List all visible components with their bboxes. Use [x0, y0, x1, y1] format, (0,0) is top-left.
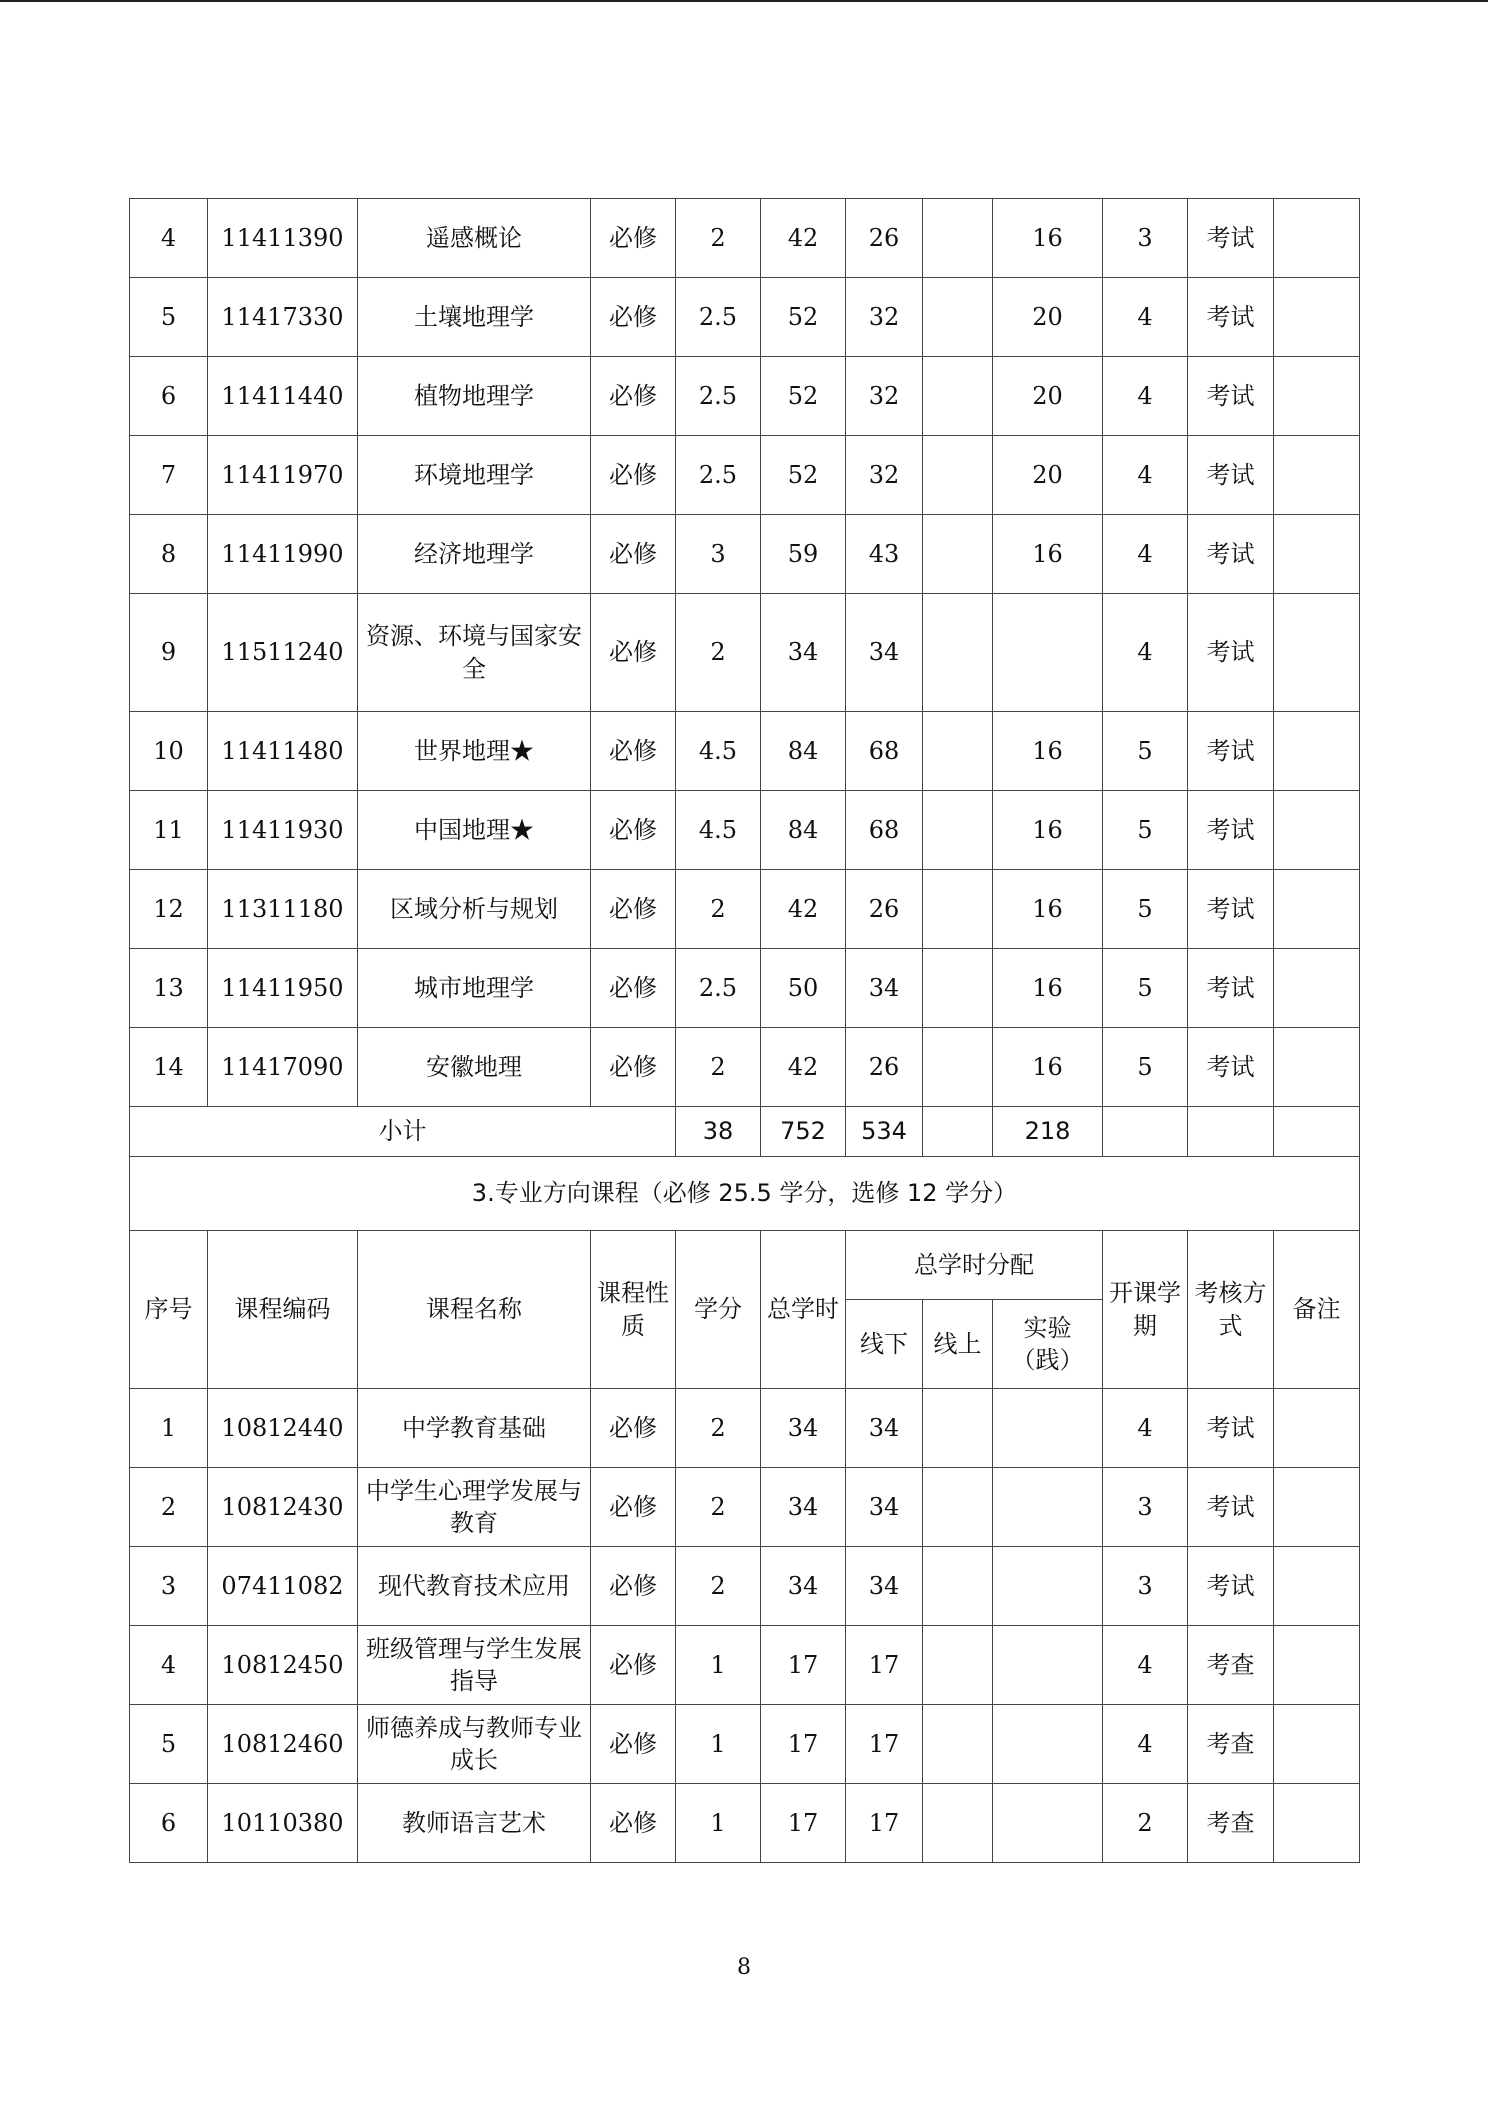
cell-lab: 20: [993, 436, 1103, 515]
cell-lab: [993, 594, 1103, 712]
cell-type: 必修: [591, 278, 676, 357]
cell-note: [1274, 1389, 1360, 1468]
course-table: [129, 198, 1360, 1863]
cell-type: 必修: [591, 1626, 676, 1705]
cell-online: [923, 712, 993, 791]
cell-name: 中学生心理学发展与教育: [358, 1468, 591, 1547]
cell-assess: 考试: [1188, 712, 1274, 791]
cell-lab: [993, 1389, 1103, 1468]
cell-term: 4: [1103, 436, 1188, 515]
cell-type: 必修: [591, 1468, 676, 1547]
subtotal-note: [1274, 1107, 1360, 1157]
cell-online: [923, 278, 993, 357]
subtotal-hours: 752: [761, 1107, 846, 1157]
cell-offline: 34: [846, 949, 923, 1028]
cell-hours: 42: [761, 870, 846, 949]
subtotal-row: [130, 1107, 1360, 1157]
cell-type: 必修: [591, 515, 676, 594]
cell-assess: 考试: [1188, 1468, 1274, 1547]
table-row: [130, 1705, 1360, 1784]
cell-online: [923, 949, 993, 1028]
cell-term: 3: [1103, 1547, 1188, 1626]
cell-type: 必修: [591, 1784, 676, 1863]
cell-name: 师德养成与教师专业成长: [358, 1705, 591, 1784]
cell-note: [1274, 199, 1360, 278]
cell-offline: 68: [846, 791, 923, 870]
cell-hours: 50: [761, 949, 846, 1028]
cell-offline: 34: [846, 1389, 923, 1468]
cell-offline: 43: [846, 515, 923, 594]
subtotal-label: 小计: [130, 1107, 676, 1157]
cell-term: 5: [1103, 791, 1188, 870]
cell-credit: 2: [676, 199, 761, 278]
cell-note: [1274, 278, 1360, 357]
section-title: 3.专业方向课程（必修 25.5 学分，选修 12 学分）: [130, 1157, 1360, 1231]
table-row: [130, 594, 1360, 712]
cell-hours: 42: [761, 1028, 846, 1107]
cell-no: 13: [130, 949, 208, 1028]
cell-note: [1274, 1547, 1360, 1626]
cell-term: 4: [1103, 278, 1188, 357]
cell-no: 4: [130, 199, 208, 278]
table-row: [130, 1547, 1360, 1626]
cell-note: [1274, 1626, 1360, 1705]
cell-code: 11417330: [208, 278, 358, 357]
cell-credit: 4.5: [676, 791, 761, 870]
cell-credit: 1: [676, 1784, 761, 1863]
cell-no: 9: [130, 594, 208, 712]
cell-online: [923, 515, 993, 594]
table-row: [130, 1028, 1360, 1107]
cell-note: [1274, 436, 1360, 515]
header-no: 序号: [130, 1231, 208, 1389]
cell-hours: 52: [761, 278, 846, 357]
cell-type: 必修: [591, 791, 676, 870]
cell-online: [923, 1626, 993, 1705]
cell-offline: 34: [846, 1468, 923, 1547]
cell-offline: 26: [846, 1028, 923, 1107]
cell-hours: 34: [761, 594, 846, 712]
header-note: 备注: [1274, 1231, 1360, 1389]
cell-name: 安徽地理: [358, 1028, 591, 1107]
cell-type: 必修: [591, 436, 676, 515]
cell-note: [1274, 357, 1360, 436]
subtotal-online: [923, 1107, 993, 1157]
table-row: [130, 1468, 1360, 1547]
cell-name: 世界地理★: [358, 712, 591, 791]
cell-no: 11: [130, 791, 208, 870]
cell-credit: 2: [676, 1028, 761, 1107]
cell-no: 12: [130, 870, 208, 949]
cell-code: 11417090: [208, 1028, 358, 1107]
cell-online: [923, 357, 993, 436]
cell-hours: 84: [761, 712, 846, 791]
cell-credit: 2.5: [676, 949, 761, 1028]
cell-no: 8: [130, 515, 208, 594]
cell-assess: 考试: [1188, 515, 1274, 594]
table-row: [130, 436, 1360, 515]
cell-credit: 2: [676, 1389, 761, 1468]
table-row: [130, 357, 1360, 436]
table-row: [130, 791, 1360, 870]
cell-code: 07411082: [208, 1547, 358, 1626]
cell-assess: 考查: [1188, 1705, 1274, 1784]
cell-assess: 考试: [1188, 278, 1274, 357]
table-row: [130, 515, 1360, 594]
cell-online: [923, 1784, 993, 1863]
subtotal-offline: 534: [846, 1107, 923, 1157]
top-border-line: [0, 0, 1488, 2]
cell-type: 必修: [591, 199, 676, 278]
cell-hours: 17: [761, 1705, 846, 1784]
cell-type: 必修: [591, 949, 676, 1028]
cell-code: 11411390: [208, 199, 358, 278]
cell-no: 5: [130, 278, 208, 357]
subtotal-assess: [1188, 1107, 1274, 1157]
cell-code: 10812430: [208, 1468, 358, 1547]
cell-lab: 16: [993, 515, 1103, 594]
cell-code: 11411440: [208, 357, 358, 436]
cell-term: 5: [1103, 712, 1188, 791]
cell-lab: 20: [993, 357, 1103, 436]
cell-assess: 考试: [1188, 870, 1274, 949]
header-assess: 考核方式: [1188, 1231, 1274, 1389]
cell-offline: 68: [846, 712, 923, 791]
cell-name: 资源、环境与国家安全: [358, 594, 591, 712]
header-row: [130, 1231, 1360, 1300]
header-lab: 实验（践）: [993, 1300, 1103, 1389]
table-row: [130, 1626, 1360, 1705]
cell-note: [1274, 870, 1360, 949]
cell-term: 4: [1103, 1626, 1188, 1705]
cell-term: 4: [1103, 1705, 1188, 1784]
cell-name: 经济地理学: [358, 515, 591, 594]
cell-name: 区域分析与规划: [358, 870, 591, 949]
cell-offline: 32: [846, 436, 923, 515]
cell-offline: 34: [846, 1547, 923, 1626]
cell-note: [1274, 1028, 1360, 1107]
cell-hours: 17: [761, 1784, 846, 1863]
cell-code: 11411950: [208, 949, 358, 1028]
table-row: [130, 1389, 1360, 1468]
section-title-row: [130, 1157, 1360, 1231]
cell-assess: 考试: [1188, 357, 1274, 436]
cell-name: 环境地理学: [358, 436, 591, 515]
cell-hours: 84: [761, 791, 846, 870]
cell-online: [923, 791, 993, 870]
cell-credit: 2: [676, 870, 761, 949]
cell-offline: 17: [846, 1784, 923, 1863]
cell-lab: [993, 1705, 1103, 1784]
cell-no: 6: [130, 1784, 208, 1863]
table-row: [130, 712, 1360, 791]
cell-credit: 3: [676, 515, 761, 594]
header-hours-distribution: 总学时分配: [846, 1231, 1103, 1300]
cell-assess: 考试: [1188, 949, 1274, 1028]
cell-credit: 2.5: [676, 278, 761, 357]
cell-type: 必修: [591, 1705, 676, 1784]
cell-hours: 59: [761, 515, 846, 594]
cell-term: 4: [1103, 515, 1188, 594]
cell-lab: [993, 1468, 1103, 1547]
cell-hours: 17: [761, 1626, 846, 1705]
cell-lab: 16: [993, 199, 1103, 278]
cell-name: 土壤地理学: [358, 278, 591, 357]
cell-credit: 2: [676, 594, 761, 712]
cell-credit: 2.5: [676, 436, 761, 515]
cell-name: 城市地理学: [358, 949, 591, 1028]
cell-code: 11511240: [208, 594, 358, 712]
cell-lab: [993, 1547, 1103, 1626]
cell-note: [1274, 515, 1360, 594]
header-hours: 总学时: [761, 1231, 846, 1389]
cell-no: 2: [130, 1468, 208, 1547]
cell-offline: 17: [846, 1626, 923, 1705]
subtotal-lab: 218: [993, 1107, 1103, 1157]
cell-credit: 2.5: [676, 357, 761, 436]
cell-lab: 20: [993, 278, 1103, 357]
cell-no: 7: [130, 436, 208, 515]
cell-no: 3: [130, 1547, 208, 1626]
cell-name: 中学教育基础: [358, 1389, 591, 1468]
cell-name: 中国地理★: [358, 791, 591, 870]
cell-online: [923, 1547, 993, 1626]
course-rows-top: [130, 199, 1360, 1863]
cell-hours: 52: [761, 436, 846, 515]
cell-offline: 26: [846, 870, 923, 949]
cell-lab: [993, 1784, 1103, 1863]
cell-type: 必修: [591, 1547, 676, 1626]
subtotal-term: [1103, 1107, 1188, 1157]
cell-online: [923, 1389, 993, 1468]
cell-term: 3: [1103, 1468, 1188, 1547]
cell-note: [1274, 1468, 1360, 1547]
cell-term: 5: [1103, 949, 1188, 1028]
cell-assess: 考查: [1188, 1784, 1274, 1863]
cell-credit: 4.5: [676, 712, 761, 791]
cell-code: 11411990: [208, 515, 358, 594]
cell-code: 10812460: [208, 1705, 358, 1784]
cell-code: 10812440: [208, 1389, 358, 1468]
cell-offline: 32: [846, 357, 923, 436]
cell-no: 14: [130, 1028, 208, 1107]
cell-code: 11411930: [208, 791, 358, 870]
header-online: 线上: [923, 1300, 993, 1389]
cell-hours: 34: [761, 1468, 846, 1547]
cell-term: 4: [1103, 594, 1188, 712]
cell-no: 10: [130, 712, 208, 791]
cell-code: 11311180: [208, 870, 358, 949]
cell-term: 5: [1103, 870, 1188, 949]
cell-note: [1274, 1784, 1360, 1863]
cell-note: [1274, 791, 1360, 870]
cell-online: [923, 436, 993, 515]
cell-lab: 16: [993, 791, 1103, 870]
cell-hours: 52: [761, 357, 846, 436]
cell-online: [923, 594, 993, 712]
cell-note: [1274, 1705, 1360, 1784]
table-row: [130, 199, 1360, 278]
cell-note: [1274, 594, 1360, 712]
cell-lab: [993, 1626, 1103, 1705]
cell-assess: 考试: [1188, 1389, 1274, 1468]
cell-term: 3: [1103, 199, 1188, 278]
cell-term: 2: [1103, 1784, 1188, 1863]
table-row: [130, 949, 1360, 1028]
cell-code: 11411970: [208, 436, 358, 515]
cell-credit: 2: [676, 1547, 761, 1626]
cell-no: 4: [130, 1626, 208, 1705]
cell-online: [923, 1028, 993, 1107]
cell-assess: 考试: [1188, 1028, 1274, 1107]
cell-term: 4: [1103, 357, 1188, 436]
cell-assess: 考试: [1188, 791, 1274, 870]
cell-type: 必修: [591, 357, 676, 436]
table-row: [130, 870, 1360, 949]
cell-assess: 考试: [1188, 436, 1274, 515]
cell-offline: 17: [846, 1705, 923, 1784]
cell-lab: 16: [993, 949, 1103, 1028]
cell-online: [923, 1705, 993, 1784]
cell-lab: 16: [993, 712, 1103, 791]
cell-offline: 34: [846, 594, 923, 712]
cell-hours: 34: [761, 1389, 846, 1468]
cell-credit: 1: [676, 1626, 761, 1705]
header-code: 课程编码: [208, 1231, 358, 1389]
cell-type: 必修: [591, 594, 676, 712]
cell-lab: 16: [993, 1028, 1103, 1107]
cell-no: 1: [130, 1389, 208, 1468]
subtotal-credit: 38: [676, 1107, 761, 1157]
cell-offline: 26: [846, 199, 923, 278]
cell-type: 必修: [591, 870, 676, 949]
cell-no: 6: [130, 357, 208, 436]
header-name: 课程名称: [358, 1231, 591, 1389]
cell-code: 11411480: [208, 712, 358, 791]
cell-credit: 1: [676, 1705, 761, 1784]
cell-term: 4: [1103, 1389, 1188, 1468]
cell-name: 教师语言艺术: [358, 1784, 591, 1863]
cell-name: 班级管理与学生发展指导: [358, 1626, 591, 1705]
cell-note: [1274, 712, 1360, 791]
header-credit: 学分: [676, 1231, 761, 1389]
cell-name: 现代教育技术应用: [358, 1547, 591, 1626]
cell-online: [923, 870, 993, 949]
cell-name: 遥感概论: [358, 199, 591, 278]
cell-assess: 考试: [1188, 1547, 1274, 1626]
cell-online: [923, 199, 993, 278]
cell-name: 植物地理学: [358, 357, 591, 436]
cell-type: 必修: [591, 1389, 676, 1468]
cell-assess: 考试: [1188, 594, 1274, 712]
header-offline: 线下: [846, 1300, 923, 1389]
table-row: [130, 1784, 1360, 1863]
cell-term: 5: [1103, 1028, 1188, 1107]
page-number: 8: [737, 1955, 751, 1980]
cell-hours: 34: [761, 1547, 846, 1626]
cell-credit: 2: [676, 1468, 761, 1547]
header-type: 课程性质: [591, 1231, 676, 1389]
cell-offline: 32: [846, 278, 923, 357]
cell-code: 10812450: [208, 1626, 358, 1705]
cell-assess: 考查: [1188, 1626, 1274, 1705]
cell-note: [1274, 949, 1360, 1028]
header-term: 开课学期: [1103, 1231, 1188, 1389]
cell-online: [923, 1468, 993, 1547]
cell-assess: 考试: [1188, 199, 1274, 278]
cell-code: 10110380: [208, 1784, 358, 1863]
table-row: [130, 278, 1360, 357]
cell-type: 必修: [591, 712, 676, 791]
cell-hours: 42: [761, 199, 846, 278]
cell-no: 5: [130, 1705, 208, 1784]
cell-lab: 16: [993, 870, 1103, 949]
cell-type: 必修: [591, 1028, 676, 1107]
